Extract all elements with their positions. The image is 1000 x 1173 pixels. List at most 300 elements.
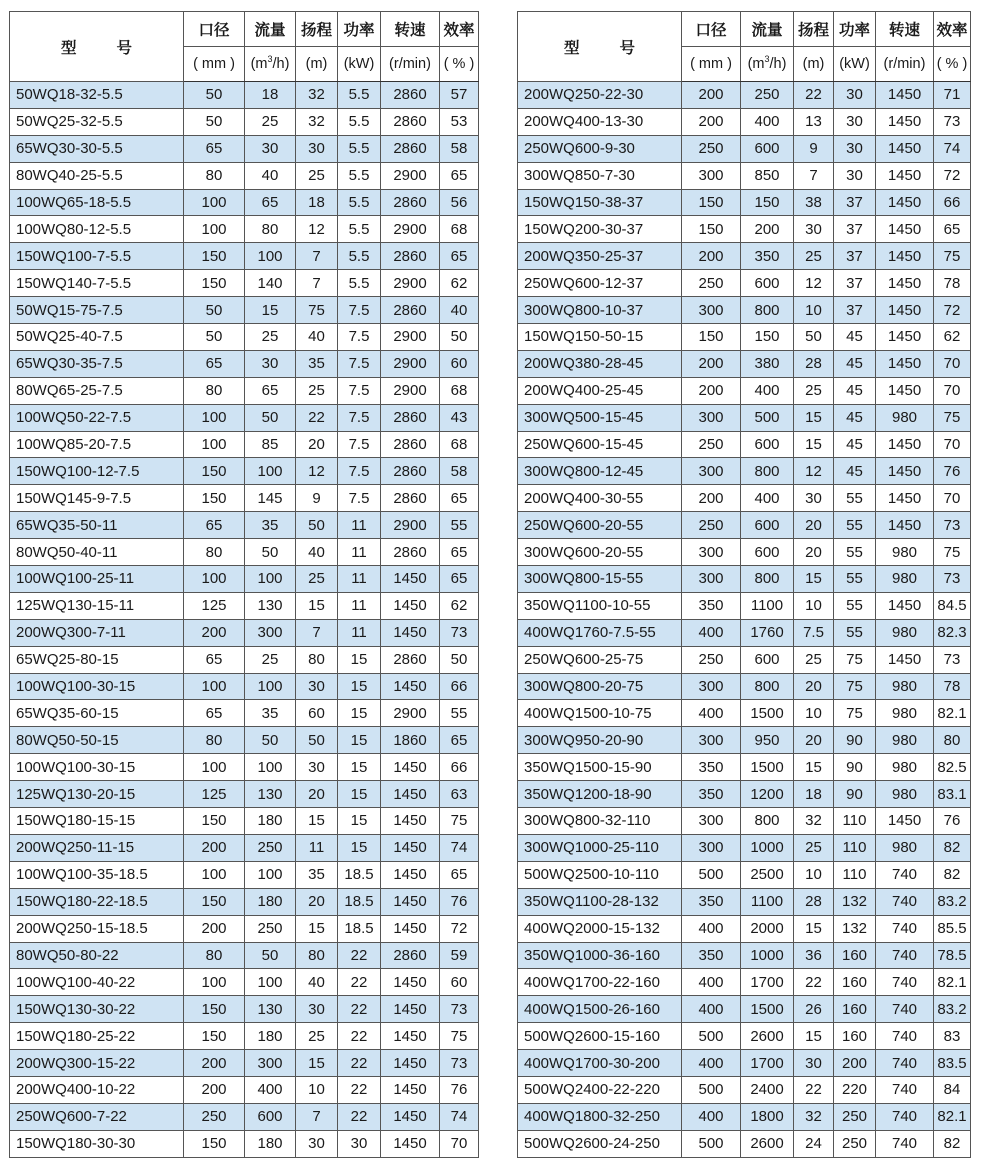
cell-speed: 1450 xyxy=(381,1103,440,1130)
cell-head: 30 xyxy=(296,1130,338,1157)
table-row xyxy=(10,1130,479,1157)
cell-head: 30 xyxy=(296,673,338,700)
cell-power: 15 xyxy=(338,673,381,700)
table-row xyxy=(10,673,479,700)
table-row xyxy=(518,915,971,942)
cell-head: 50 xyxy=(296,512,338,539)
cell-power: 5.5 xyxy=(338,108,381,135)
cell-model: 80WQ50-40-11 xyxy=(10,539,184,566)
cell-head: 25 xyxy=(794,377,834,404)
cell-efficiency: 73 xyxy=(934,566,971,593)
table-row xyxy=(518,888,971,915)
table-row xyxy=(518,539,971,566)
cell-power: 5.5 xyxy=(338,270,381,297)
table-row xyxy=(10,727,479,754)
cell-flow: 1100 xyxy=(741,888,794,915)
cell-model: 200WQ380-28-45 xyxy=(518,350,682,377)
cell-power: 7.5 xyxy=(338,377,381,404)
cell-efficiency: 83.5 xyxy=(934,1050,971,1077)
cell-model: 200WQ350-25-37 xyxy=(518,243,682,270)
table-row xyxy=(518,1050,971,1077)
table-row xyxy=(518,350,971,377)
cell-head: 25 xyxy=(296,162,338,189)
cell-power: 15 xyxy=(338,754,381,781)
cell-speed: 1450 xyxy=(876,808,934,835)
cell-model: 200WQ300-15-22 xyxy=(10,1050,184,1077)
table-row xyxy=(10,350,479,377)
cell-flow: 50 xyxy=(245,727,296,754)
cell-power: 160 xyxy=(834,1023,876,1050)
cell-power: 90 xyxy=(834,727,876,754)
cell-diameter: 300 xyxy=(682,673,741,700)
table-row xyxy=(10,485,479,512)
cell-flow: 50 xyxy=(245,404,296,431)
table-row xyxy=(518,700,971,727)
table-row xyxy=(518,673,971,700)
cell-power: 55 xyxy=(834,512,876,539)
cell-model: 200WQ400-10-22 xyxy=(10,1076,184,1103)
cell-speed: 1450 xyxy=(381,861,440,888)
table-row xyxy=(518,324,971,351)
model-header: 型 号 xyxy=(10,12,184,82)
unit-head: (m) xyxy=(794,47,834,82)
cell-flow: 65 xyxy=(245,377,296,404)
cell-speed: 2860 xyxy=(381,942,440,969)
cell-power: 30 xyxy=(834,135,876,162)
cell-efficiency: 70 xyxy=(934,485,971,512)
cell-speed: 2860 xyxy=(381,243,440,270)
cell-model: 300WQ800-10-37 xyxy=(518,297,682,324)
cell-speed: 1450 xyxy=(876,216,934,243)
cell-flow: 1800 xyxy=(741,1103,794,1130)
table-row xyxy=(518,243,971,270)
cell-model: 500WQ2400-22-220 xyxy=(518,1076,682,1103)
cell-head: 25 xyxy=(794,243,834,270)
cell-efficiency: 74 xyxy=(440,1103,479,1130)
cell-model: 350WQ1100-28-132 xyxy=(518,888,682,915)
cell-model: 200WQ400-25-45 xyxy=(518,377,682,404)
cell-model: 80WQ65-25-7.5 xyxy=(10,377,184,404)
cell-power: 15 xyxy=(338,808,381,835)
cell-speed: 1450 xyxy=(876,108,934,135)
table-row xyxy=(10,834,479,861)
cell-speed: 1450 xyxy=(381,619,440,646)
cell-efficiency: 66 xyxy=(934,189,971,216)
cell-head: 10 xyxy=(296,1076,338,1103)
cell-flow: 600 xyxy=(741,431,794,458)
cell-power: 110 xyxy=(834,834,876,861)
cell-head: 24 xyxy=(794,1130,834,1157)
table-row xyxy=(10,781,479,808)
cell-power: 110 xyxy=(834,808,876,835)
cell-flow: 2000 xyxy=(741,915,794,942)
cell-head: 32 xyxy=(296,82,338,109)
cell-efficiency: 83.2 xyxy=(934,888,971,915)
cell-efficiency: 55 xyxy=(440,700,479,727)
cell-efficiency: 72 xyxy=(934,162,971,189)
cell-speed: 2900 xyxy=(381,270,440,297)
cell-diameter: 150 xyxy=(184,996,245,1023)
cell-head: 20 xyxy=(794,512,834,539)
cell-diameter: 80 xyxy=(184,377,245,404)
cell-head: 25 xyxy=(296,1023,338,1050)
cell-model: 300WQ1000-25-110 xyxy=(518,834,682,861)
cell-head: 13 xyxy=(794,108,834,135)
cell-model: 400WQ1700-30-200 xyxy=(518,1050,682,1077)
table-row xyxy=(518,754,971,781)
cell-diameter: 250 xyxy=(682,646,741,673)
cell-efficiency: 73 xyxy=(440,1050,479,1077)
cell-power: 45 xyxy=(834,377,876,404)
cell-efficiency: 66 xyxy=(440,673,479,700)
cell-diameter: 500 xyxy=(682,861,741,888)
cell-flow: 25 xyxy=(245,108,296,135)
cell-power: 7.5 xyxy=(338,350,381,377)
cell-flow: 200 xyxy=(741,216,794,243)
cell-model: 150WQ145-9-7.5 xyxy=(10,485,184,512)
cell-model: 200WQ250-15-18.5 xyxy=(10,915,184,942)
cell-model: 250WQ600-20-55 xyxy=(518,512,682,539)
cell-head: 7 xyxy=(296,1103,338,1130)
table-row xyxy=(10,942,479,969)
cell-diameter: 200 xyxy=(682,485,741,512)
cell-model: 200WQ250-11-15 xyxy=(10,834,184,861)
table-row xyxy=(518,834,971,861)
cell-efficiency: 65 xyxy=(934,216,971,243)
cell-efficiency: 60 xyxy=(440,350,479,377)
cell-speed: 740 xyxy=(876,888,934,915)
cell-power: 7.5 xyxy=(338,458,381,485)
table-row xyxy=(518,189,971,216)
cell-model: 150WQ130-30-22 xyxy=(10,996,184,1023)
cell-diameter: 500 xyxy=(682,1130,741,1157)
cell-flow: 400 xyxy=(741,485,794,512)
cell-power: 250 xyxy=(834,1130,876,1157)
cell-model: 65WQ30-35-7.5 xyxy=(10,350,184,377)
cell-model: 350WQ1100-10-55 xyxy=(518,592,682,619)
cell-flow: 30 xyxy=(245,135,296,162)
cell-head: 60 xyxy=(296,700,338,727)
cell-power: 55 xyxy=(834,485,876,512)
cell-diameter: 65 xyxy=(184,350,245,377)
cell-power: 22 xyxy=(338,1076,381,1103)
cell-diameter: 150 xyxy=(184,243,245,270)
cell-head: 15 xyxy=(296,592,338,619)
cell-efficiency: 82.1 xyxy=(934,969,971,996)
cell-efficiency: 58 xyxy=(440,135,479,162)
col-header-head: 扬程 xyxy=(296,12,338,47)
table-row xyxy=(10,216,479,243)
cell-flow: 35 xyxy=(245,700,296,727)
cell-speed: 740 xyxy=(876,1023,934,1050)
table-row xyxy=(10,1076,479,1103)
cell-model: 100WQ100-40-22 xyxy=(10,969,184,996)
cell-power: 220 xyxy=(834,1076,876,1103)
cell-diameter: 250 xyxy=(184,1103,245,1130)
cell-diameter: 150 xyxy=(184,888,245,915)
cell-efficiency: 70 xyxy=(934,350,971,377)
cell-diameter: 400 xyxy=(682,996,741,1023)
cell-efficiency: 75 xyxy=(934,539,971,566)
cell-flow: 1000 xyxy=(741,834,794,861)
cell-speed: 980 xyxy=(876,700,934,727)
cell-head: 20 xyxy=(296,431,338,458)
cell-efficiency: 56 xyxy=(440,189,479,216)
table-row xyxy=(10,969,479,996)
cell-flow: 100 xyxy=(245,458,296,485)
model-header: 型 号 xyxy=(518,12,682,82)
cell-flow: 180 xyxy=(245,808,296,835)
cell-head: 32 xyxy=(296,108,338,135)
cell-diameter: 300 xyxy=(682,162,741,189)
cell-diameter: 150 xyxy=(184,808,245,835)
cell-power: 45 xyxy=(834,350,876,377)
cell-head: 30 xyxy=(296,135,338,162)
cell-speed: 2860 xyxy=(381,458,440,485)
cell-power: 37 xyxy=(834,297,876,324)
cell-head: 80 xyxy=(296,942,338,969)
cell-flow: 130 xyxy=(245,781,296,808)
cell-diameter: 150 xyxy=(184,1130,245,1157)
cell-diameter: 100 xyxy=(184,754,245,781)
cell-head: 22 xyxy=(794,82,834,109)
cell-power: 15 xyxy=(338,781,381,808)
cell-diameter: 350 xyxy=(682,592,741,619)
table-row xyxy=(10,619,479,646)
cell-head: 15 xyxy=(794,566,834,593)
cell-power: 75 xyxy=(834,673,876,700)
col-header-speed: 转速 xyxy=(381,12,440,47)
cell-head: 7 xyxy=(296,619,338,646)
cell-efficiency: 78.5 xyxy=(934,942,971,969)
unit-speed: (r/min) xyxy=(381,47,440,82)
table-row xyxy=(10,754,479,781)
cell-efficiency: 71 xyxy=(934,82,971,109)
cell-efficiency: 59 xyxy=(440,942,479,969)
cell-efficiency: 53 xyxy=(440,108,479,135)
table-row xyxy=(518,969,971,996)
cell-power: 75 xyxy=(834,700,876,727)
cell-speed: 1450 xyxy=(876,458,934,485)
spec-table-right xyxy=(517,11,971,1158)
cell-diameter: 100 xyxy=(184,189,245,216)
cell-model: 100WQ65-18-5.5 xyxy=(10,189,184,216)
cell-efficiency: 83.1 xyxy=(934,781,971,808)
cell-efficiency: 82.3 xyxy=(934,619,971,646)
cell-power: 132 xyxy=(834,888,876,915)
cell-head: 35 xyxy=(296,350,338,377)
cell-model: 150WQ180-30-30 xyxy=(10,1130,184,1157)
cell-efficiency: 82.1 xyxy=(934,700,971,727)
cell-head: 15 xyxy=(794,404,834,431)
unit-power: (kW) xyxy=(834,47,876,82)
cell-efficiency: 73 xyxy=(934,108,971,135)
cell-flow: 800 xyxy=(741,297,794,324)
cell-power: 5.5 xyxy=(338,135,381,162)
cell-speed: 740 xyxy=(876,996,934,1023)
cell-power: 22 xyxy=(338,1103,381,1130)
cell-flow: 2600 xyxy=(741,1130,794,1157)
cell-efficiency: 84 xyxy=(934,1076,971,1103)
cell-power: 160 xyxy=(834,969,876,996)
cell-head: 9 xyxy=(794,135,834,162)
cell-power: 18.5 xyxy=(338,888,381,915)
cell-efficiency: 83 xyxy=(934,1023,971,1050)
cell-diameter: 150 xyxy=(184,1023,245,1050)
cell-power: 90 xyxy=(834,781,876,808)
cell-speed: 1450 xyxy=(381,1130,440,1157)
cell-speed: 980 xyxy=(876,404,934,431)
table-row xyxy=(518,1023,971,1050)
cell-head: 9 xyxy=(296,485,338,512)
cell-head: 30 xyxy=(296,754,338,781)
cell-speed: 1450 xyxy=(876,82,934,109)
cell-model: 200WQ400-13-30 xyxy=(518,108,682,135)
cell-flow: 65 xyxy=(245,189,296,216)
cell-model: 200WQ300-7-11 xyxy=(10,619,184,646)
cell-diameter: 200 xyxy=(682,108,741,135)
cell-model: 125WQ130-15-11 xyxy=(10,592,184,619)
cell-head: 25 xyxy=(794,646,834,673)
col-header-speed: 转速 xyxy=(876,12,934,47)
cell-head: 10 xyxy=(794,592,834,619)
cell-head: 22 xyxy=(794,969,834,996)
table-row xyxy=(518,270,971,297)
cell-diameter: 100 xyxy=(184,861,245,888)
cell-efficiency: 63 xyxy=(440,781,479,808)
cell-power: 132 xyxy=(834,915,876,942)
cell-power: 90 xyxy=(834,754,876,781)
cell-head: 22 xyxy=(296,404,338,431)
cell-diameter: 200 xyxy=(682,350,741,377)
cell-head: 15 xyxy=(794,915,834,942)
table-row xyxy=(518,82,971,109)
table-row xyxy=(518,996,971,1023)
cell-efficiency: 65 xyxy=(440,861,479,888)
unit-diameter: ( mm ) xyxy=(682,47,741,82)
cell-power: 55 xyxy=(834,592,876,619)
cell-power: 22 xyxy=(338,1050,381,1077)
cell-flow: 950 xyxy=(741,727,794,754)
cell-efficiency: 73 xyxy=(440,619,479,646)
cell-efficiency: 40 xyxy=(440,297,479,324)
cell-model: 65WQ25-80-15 xyxy=(10,646,184,673)
cell-diameter: 200 xyxy=(184,1076,245,1103)
col-header-power: 功率 xyxy=(338,12,381,47)
cell-model: 400WQ1800-32-250 xyxy=(518,1103,682,1130)
cell-efficiency: 73 xyxy=(934,512,971,539)
cell-model: 150WQ180-22-18.5 xyxy=(10,888,184,915)
cell-efficiency: 76 xyxy=(934,458,971,485)
cell-model: 200WQ400-30-55 xyxy=(518,485,682,512)
cell-power: 22 xyxy=(338,969,381,996)
cell-speed: 2860 xyxy=(381,108,440,135)
cell-efficiency: 75 xyxy=(934,243,971,270)
cell-model: 350WQ1200-18-90 xyxy=(518,781,682,808)
cell-power: 7.5 xyxy=(338,297,381,324)
cell-power: 200 xyxy=(834,1050,876,1077)
cell-speed: 740 xyxy=(876,1130,934,1157)
cell-head: 25 xyxy=(296,377,338,404)
cell-model: 100WQ100-30-15 xyxy=(10,673,184,700)
cell-diameter: 200 xyxy=(184,1050,245,1077)
cell-power: 22 xyxy=(338,942,381,969)
cell-head: 40 xyxy=(296,969,338,996)
cell-efficiency: 43 xyxy=(440,404,479,431)
cell-flow: 800 xyxy=(741,808,794,835)
cell-efficiency: 68 xyxy=(440,377,479,404)
table-row xyxy=(10,996,479,1023)
cell-diameter: 400 xyxy=(682,1103,741,1130)
cell-power: 45 xyxy=(834,404,876,431)
cell-flow: 100 xyxy=(245,566,296,593)
cell-diameter: 150 xyxy=(682,324,741,351)
cell-efficiency: 82 xyxy=(934,861,971,888)
cell-head: 7 xyxy=(794,162,834,189)
cell-speed: 1450 xyxy=(876,431,934,458)
cell-model: 65WQ35-60-15 xyxy=(10,700,184,727)
cell-diameter: 250 xyxy=(682,431,741,458)
cell-diameter: 100 xyxy=(184,216,245,243)
cell-flow: 1700 xyxy=(741,969,794,996)
cell-diameter: 400 xyxy=(682,700,741,727)
cell-speed: 980 xyxy=(876,834,934,861)
cell-power: 11 xyxy=(338,566,381,593)
cell-speed: 2860 xyxy=(381,539,440,566)
cell-head: 15 xyxy=(296,808,338,835)
cell-speed: 740 xyxy=(876,915,934,942)
cell-power: 37 xyxy=(834,216,876,243)
cell-flow: 15 xyxy=(245,297,296,324)
table-row xyxy=(10,324,479,351)
cell-speed: 1450 xyxy=(876,646,934,673)
cell-flow: 35 xyxy=(245,512,296,539)
cell-diameter: 100 xyxy=(184,431,245,458)
cell-efficiency: 70 xyxy=(934,377,971,404)
cell-speed: 2900 xyxy=(381,377,440,404)
cell-diameter: 300 xyxy=(682,727,741,754)
cell-flow: 150 xyxy=(741,189,794,216)
cell-speed: 1450 xyxy=(381,1050,440,1077)
cell-efficiency: 68 xyxy=(440,431,479,458)
cell-efficiency: 58 xyxy=(440,458,479,485)
cell-flow: 600 xyxy=(741,135,794,162)
cell-power: 22 xyxy=(338,1023,381,1050)
cell-flow: 250 xyxy=(245,915,296,942)
cell-speed: 1450 xyxy=(381,888,440,915)
cell-power: 55 xyxy=(834,566,876,593)
table-row xyxy=(10,646,479,673)
cell-efficiency: 82 xyxy=(934,834,971,861)
unit-head: (m) xyxy=(296,47,338,82)
cell-efficiency: 72 xyxy=(440,915,479,942)
cell-speed: 2900 xyxy=(381,324,440,351)
cell-diameter: 65 xyxy=(184,135,245,162)
cell-flow: 2600 xyxy=(741,1023,794,1050)
cell-efficiency: 76 xyxy=(440,1076,479,1103)
cell-efficiency: 73 xyxy=(440,996,479,1023)
cell-head: 18 xyxy=(794,781,834,808)
cell-head: 30 xyxy=(794,485,834,512)
cell-efficiency: 62 xyxy=(934,324,971,351)
cell-head: 35 xyxy=(296,861,338,888)
cell-model: 350WQ1000-36-160 xyxy=(518,942,682,969)
cell-flow: 18 xyxy=(245,82,296,109)
cell-efficiency: 62 xyxy=(440,270,479,297)
cell-model: 100WQ85-20-7.5 xyxy=(10,431,184,458)
cell-speed: 980 xyxy=(876,781,934,808)
table-row xyxy=(518,646,971,673)
